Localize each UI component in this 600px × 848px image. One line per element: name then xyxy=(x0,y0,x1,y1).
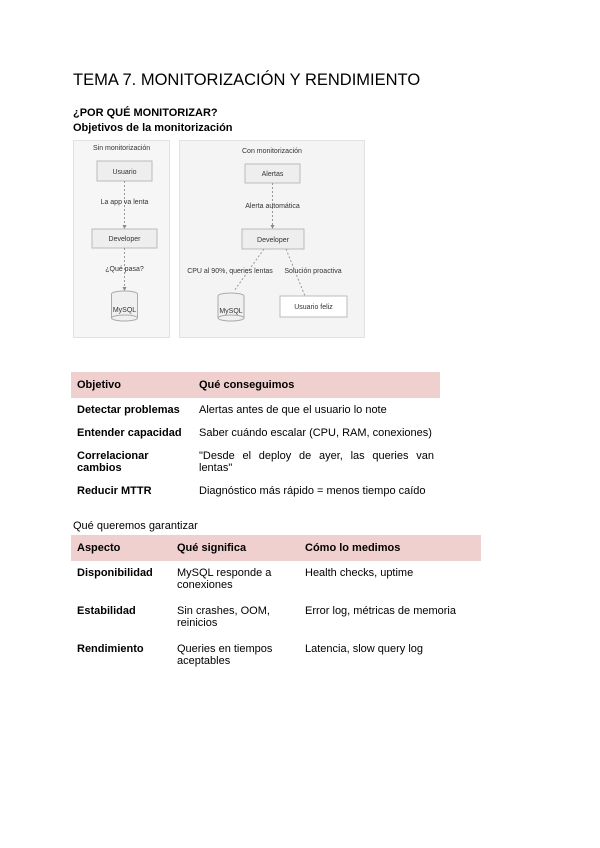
table-cell: Rendimiento xyxy=(77,643,144,655)
mysql-label: MySQL xyxy=(112,307,137,314)
mysql-db-icon-right xyxy=(218,315,244,321)
table-row xyxy=(71,421,440,444)
table-cell: "Desde el deploy de ayer, las queries van lentas" xyxy=(199,450,434,474)
guarantees-table xyxy=(71,535,481,675)
table-cell: Diagnóstico más rápido = menos tiempo caído xyxy=(199,485,426,497)
edge-label-2: ¿Qué pasa? xyxy=(105,266,144,273)
edge-label-cpu: CPU al 90%, queries lentas xyxy=(187,268,273,275)
diagram-right-caption: Con monitorización xyxy=(242,148,302,155)
diagram-with-monitoring xyxy=(179,140,365,338)
table-row xyxy=(71,599,481,637)
usuario-box-label: Usuario xyxy=(112,169,137,176)
table-cell: Queries en tiempos aceptables xyxy=(177,643,273,667)
edge-label-alerta: Alerta automática xyxy=(245,203,300,210)
table-row xyxy=(71,398,440,421)
table-header: Aspecto xyxy=(71,535,171,561)
table-cell: Detectar problemas xyxy=(77,404,180,416)
table-cell: Latencia, slow query log xyxy=(305,643,424,655)
table-row xyxy=(71,561,481,599)
table-header: Qué conseguimos xyxy=(193,372,440,398)
table-header: Qué significa xyxy=(171,535,299,561)
usuario-feliz-label: Usuario feliz xyxy=(294,304,333,311)
subheading: Objetivos de la monitorización xyxy=(73,122,233,134)
table-header-row xyxy=(71,372,440,398)
table-cell: Saber cuándo escalar (CPU, RAM, conexiones) xyxy=(199,427,432,439)
table-cell: Correlacionar cambios xyxy=(77,450,149,474)
page-title: TEMA 7. MONITORIZACIÓN Y RENDIMIENTO xyxy=(73,71,421,89)
table-header: Objetivo xyxy=(71,372,193,398)
table-row xyxy=(71,479,440,502)
section-heading: ¿POR QUÉ MONITORIZAR? xyxy=(73,107,218,119)
table-row xyxy=(71,637,481,675)
diagram-left-caption: Sin monitorización xyxy=(93,145,151,152)
table-cell: Health checks, uptime xyxy=(305,567,414,579)
table-cell: Reducir MTTR xyxy=(77,485,152,497)
developer-box-right-label: Developer xyxy=(257,237,289,244)
table-cell: Disponibilidad xyxy=(77,567,153,579)
edge-label-proactiva: Solución proactiva xyxy=(284,268,342,275)
table-cell: MySQL responde a conexiones xyxy=(177,567,272,591)
table-cell: Estabilidad xyxy=(77,605,136,617)
table-cell: Alertas antes de que el usuario lo note xyxy=(199,404,387,416)
table2-caption: Qué queremos garantizar xyxy=(73,520,198,532)
table-header-row xyxy=(71,535,481,561)
edge-label-1: La app va lenta xyxy=(100,199,149,206)
table-header: Cómo lo medimos xyxy=(299,535,481,561)
mysql-label-right: MySQL xyxy=(219,308,243,315)
developer-box-label: Developer xyxy=(108,236,141,243)
table-cell: Sin crashes, OOM, reinicios xyxy=(177,605,270,629)
alertas-box-label: Alertas xyxy=(261,171,284,178)
table-cell: Entender capacidad xyxy=(77,427,182,439)
objectives-table xyxy=(71,372,440,502)
table-cell: Error log, métricas de memoria xyxy=(305,605,456,617)
diagram-without-monitoring xyxy=(73,140,170,338)
mysql-db-icon xyxy=(112,315,138,321)
table-row xyxy=(71,444,440,479)
